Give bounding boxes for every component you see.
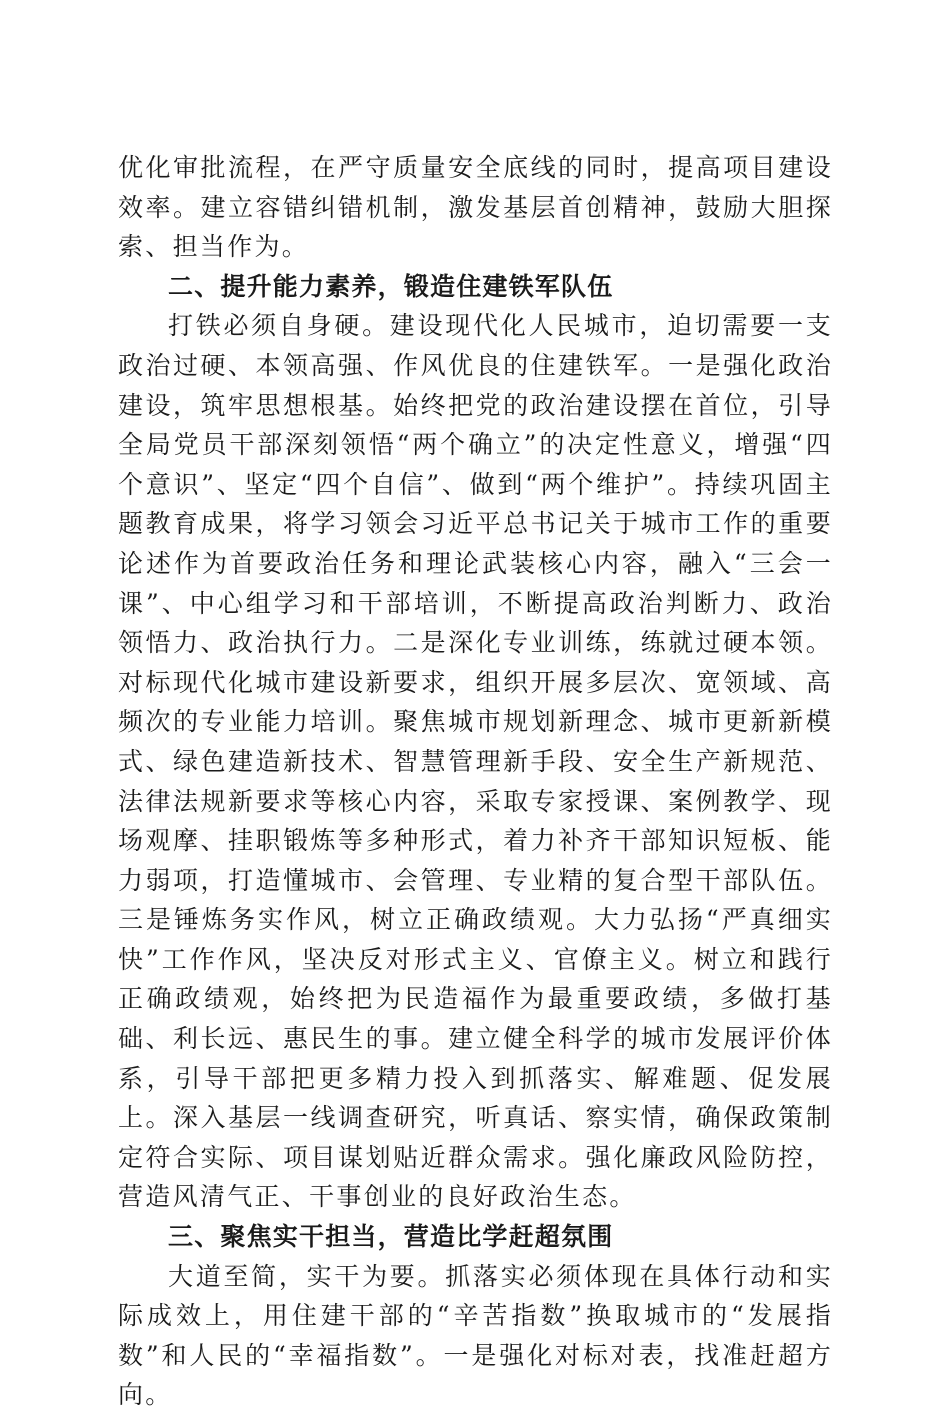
body-paragraph-continued: 优化审批流程，在严守质量安全底线的同时，提高项目建设效率。建立容错纠错机制，激发基层首创精神，鼓励大胆探索、担当作为。 [118,153,833,262]
section-heading-2: 二、提升能力素养，锻造住建铁军队伍 [168,271,614,301]
section-body-2: 打铁必须自身硬。建设现代化人民城市，迫切需要一支政治过硬、本领高强、作风优良的住建铁军。一是强化政治建设，筑牢思想根基。始终把党的政治建设摆在首位，引导全局党员干部深刻领悟“两个确立”的决定性意义，增强“四个意识”、坚定“四个自信”、做到“两个维护”。持续巩固主题教育成果，将学习领会习近平总书记关于城市工作的重要论述作为首要政治任务和理论武装核心内容，融入“三会一课”、中心组学习和干部培训，不断提高政治判断力、政治领悟力、政治执行力。二是深化专业训练，练就过硬本领。对标现代化城市建设新要求，组织开展多层次、宽领域、高频次的专业能力培训。聚焦城市规划新理念、城市更新新模式、绿色建造新技术、智慧管理新手段、安全生产新规范、法律法规新要求等核心内容，采取专家授课、案例教学、现场观摩、挂职锻炼等多种形式，着力补齐干部知识短板、能力弱项，打造懂城市、会管理、专业精的复合型干部队伍。三是锤炼务实作风，树立正确政绩观。大力弘扬“严真细实快”工作作风，坚决反对形式主义、官僚主义。树立和践行正确政绩观，始终把为民造福作为最重要政绩，多做打基础、利长远、惠民生的事。建立健全科学的城市发展评价体系，引导干部把更多精力投入到抓落实、解难题、促发展上。深入基层一线调查研究，听真话、察实情，确保政策制定符合实际、项目谋划贴近群众需求。强化廉政风险防控，营造风清气正、干事创业的良好政治生态。 [118,311,833,1212]
section-body-3: 大道至简，实干为要。抓落实必须体现在具体行动和实际成效上，用住建干部的“辛苦指数”换取城市的“发展指数”和人民的“幸福指数”。一是强化对标对表，找准赶超方向。 [118,1261,833,1410]
section-heading-3: 三、聚焦实干担当，营造比学赶超氛围 [168,1222,614,1252]
document-page [118,148,833,1415]
